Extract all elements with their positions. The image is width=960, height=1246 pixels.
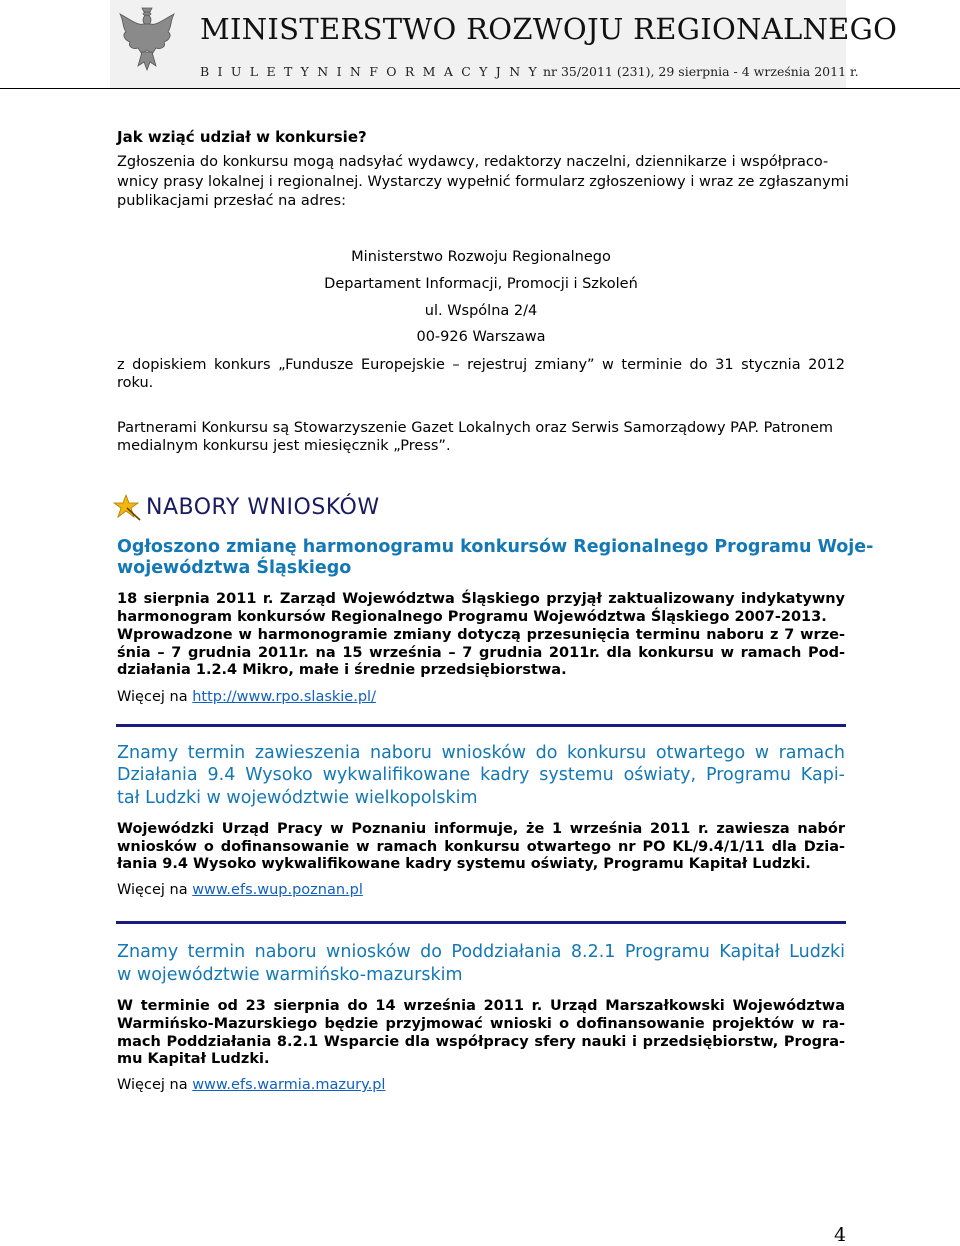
article-headline-line: Znamy termin naboru wniosków do Poddziałania 8.2.1 Programu Kapitał Ludzki <box>117 942 845 962</box>
more-info-line <box>117 689 376 705</box>
article-body-line: Warmińsko-Mazurskiego będzie przyjmować wnioski o dofinansowanie projektów w ra- <box>117 1016 845 1032</box>
issue-info: nr 35/2011 (231), 29 sierpnia - 4 września 2011 r. <box>542 64 859 79</box>
more-info-label: Więcej na <box>117 689 188 705</box>
article-body-line: śnia – 7 grudnia 2011r. na 15 września – 7 grudnia 2011r. dla konkursu w ramach Pod- <box>117 645 845 661</box>
article-headline-line: województwa Śląskiego <box>117 558 352 578</box>
bulletin-subtitle <box>200 64 859 79</box>
page-number: 4 <box>834 1224 847 1246</box>
contest-heading: Jak wziąć udział w konkursie? <box>117 128 367 146</box>
article-headline-line: Znamy termin zawieszenia naboru wniosków do konkursu otwartego w ramach <box>117 743 845 763</box>
article-body-line: mu Kapitał Ludzki. <box>117 1051 270 1067</box>
contest-paragraph-line: publikacjami przesłać na adres: <box>117 193 346 209</box>
more-info-link[interactable]: www.efs.wup.poznan.pl <box>192 882 363 898</box>
address-street: ul. Wspólna 2/4 <box>424 303 538 319</box>
article-body-line: Wojewódzki Urząd Pracy w Poznaniu informuje, że 1 września 2011 r. zawiesza nabór <box>117 821 845 837</box>
contest-paragraph-line: Zgłoszenia do konkursu mogą nadsyłać wydawcy, redaktorzy naczelni, dziennikarze i współpraco- <box>117 154 829 170</box>
article-body-line: harmonogram konkursów Regionalnego Programu Województwa Śląskiego 2007-2013. <box>117 609 827 625</box>
contest-paragraph-line: wnicy prasy lokalnej i regionalnej. Wystarczy wypełnić formularz zgłoszeniowy i wraz ze zgłaszanymi <box>117 174 849 190</box>
article-body-line: wniosków o dofinansowanie w ramach konkursu otwartego nr PO KL/9.4/1/11 dla Dzia- <box>117 839 845 855</box>
article-headline-line: Ogłoszono zmianę harmonogramu konkursów Regionalnego Programu Woje- <box>117 537 874 557</box>
article-body-line: łania 9.4 Wysoko wykwalifikowane kadry systemu oświaty, Programu Kapitał Ludzki. <box>117 856 811 872</box>
more-info-link[interactable]: http://www.rpo.slaskie.pl/ <box>192 689 376 705</box>
article-divider <box>116 724 846 727</box>
more-info-line <box>117 1077 385 1093</box>
address-department: Departament Informacji, Promocji i Szkoleń <box>324 276 638 292</box>
bulletin-name: B I U L E T Y N I N F O R M A C Y J N Y <box>200 64 539 79</box>
contest-note-line: roku. <box>117 375 154 391</box>
article-headline-line: w województwie warmińsko-mazurskim <box>117 965 463 985</box>
article-body-line: W terminie od 23 sierpnia do 14 września 2011 r. Urząd Marszałkowski Województwa <box>117 998 845 1014</box>
more-info-link[interactable]: www.efs.warmia.mazury.pl <box>192 1077 386 1093</box>
more-info-line <box>117 882 363 898</box>
contest-note-line: z dopiskiem konkurs „Fundusze Europejskie – rejestruj zmiany” w terminie do 31 stycznia 2012 <box>117 357 845 373</box>
article-headline-line: tał Ludzki w województwie wielkopolskim <box>117 788 478 808</box>
article-divider <box>116 921 846 924</box>
article-body-line: działania 1.2.4 Mikro, małe i średnie przedsiębiorstwa. <box>117 662 567 678</box>
page-header <box>110 0 898 88</box>
more-info-label: Więcej na <box>117 882 188 898</box>
polish-eagle-emblem-icon <box>116 4 178 76</box>
address-city: 00-926 Warszawa <box>416 329 546 345</box>
section-title: NABORY WNIOSKÓW <box>146 495 380 520</box>
article-body-line: mach Poddziałania 8.2.1 Wsparcie dla współpracy sfery nauki i przedsiębiorstw, Progra- <box>117 1034 845 1050</box>
more-info-label: Więcej na <box>117 1077 188 1093</box>
address-ministry: Ministerstwo Rozwoju Regionalnego <box>351 249 611 265</box>
header-divider <box>0 88 960 89</box>
article-headline-line: Działania 9.4 Wysoko wykwalifikowane kadry systemu oświaty, Programu Kapi- <box>117 765 845 785</box>
article-body-line: Wprowadzone w harmonogramie zmiany dotyczą przesunięcia terminu naboru z 7 wrze- <box>117 627 845 643</box>
star-bullet-icon <box>113 493 143 521</box>
article-body-line: 18 sierpnia 2011 r. Zarząd Województwa Śląskiego przyjął zaktualizowany indykatywny <box>117 591 845 607</box>
partners-line: Partnerami Konkursu są Stowarzyszenie Gazet Lokalnych oraz Serwis Samorządowy PAP. Patronem <box>117 420 834 436</box>
partners-line: medialnym konkursu jest miesięcznik „Press”. <box>117 438 451 454</box>
publication-title: MINISTERSTWO ROZWOJU REGIONALNEGO <box>200 12 898 46</box>
